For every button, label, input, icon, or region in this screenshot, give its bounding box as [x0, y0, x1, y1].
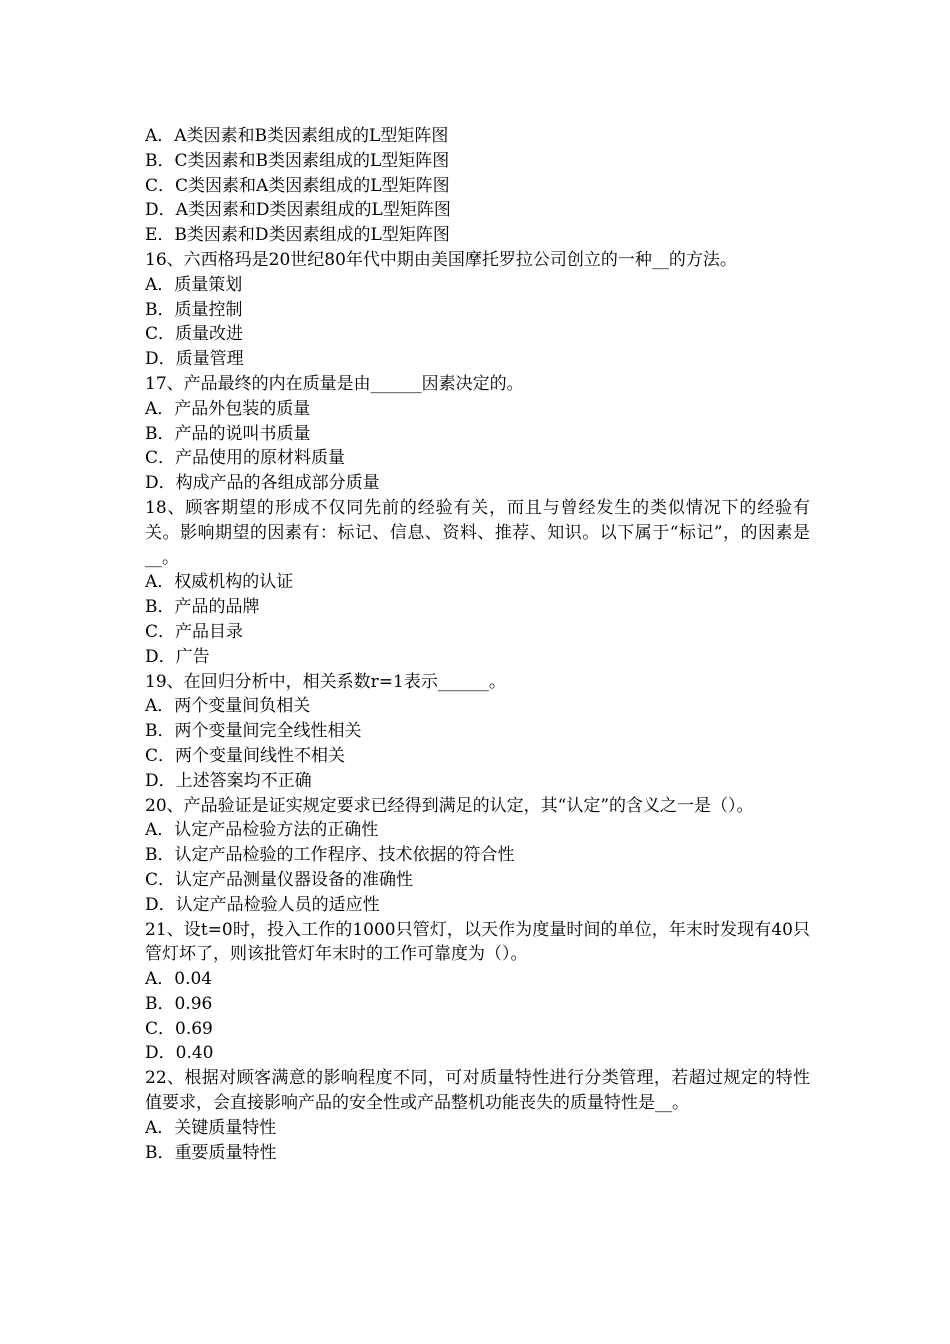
answer-option: B．认定产品检验的工作程序、技术依据的符合性 — [145, 845, 515, 866]
answer-option: B．产品的说叫书质量 — [145, 423, 311, 444]
question-text: 16、六西格玛是20世纪80年代中期由美国摩托罗拉公司创立的一种__的方法。 — [145, 249, 737, 270]
answer-option: A．关键质量特性 — [145, 1117, 277, 1138]
answer-option: A．权威机构的认证 — [145, 572, 294, 593]
document-body — [145, 124, 810, 1165]
answer-option: C．两个变量间线性不相关 — [145, 745, 346, 766]
question-text: 17、产品最终的内在质量是由______因素决定的。 — [145, 373, 524, 394]
answer-option: A．A类因素和B类因素组成的L型矩阵图 — [145, 126, 449, 146]
answer-option: C．产品目录 — [145, 621, 244, 642]
answer-option: E．B类因素和D类因素组成的L型矩阵图 — [145, 225, 450, 246]
answer-option: B．产品的品牌 — [145, 597, 260, 618]
question-text: 19、在回归分析中，相关系数r=1表示______。 — [145, 671, 506, 692]
answer-option: D．认定产品检验人员的适应性 — [145, 894, 380, 915]
answer-option: A．0.04 — [145, 969, 213, 990]
answer-option: D．广告 — [145, 646, 210, 667]
answer-option: C．C类因素和A类因素组成的L型矩阵图 — [145, 175, 450, 196]
answer-option: B．C类因素和B类因素组成的L型矩阵图 — [145, 150, 450, 171]
answer-option: C．0.69 — [145, 1018, 213, 1039]
answer-option: C．产品使用的原材料质量 — [145, 448, 346, 469]
question-text: 21、设t=0时，投入工作的1000只管灯，以天作为度量时间的单位，年末时发现有40只管灯坏了，则该批管灯年末时的工作可靠度为（）。 — [145, 919, 810, 965]
answer-option: D．A类因素和D类因素组成的L型矩阵图 — [145, 200, 451, 221]
question-text: 18、顾客期望的形成不仅同先前的经验有关，而且与曾经发生的类似情况下的经验有关。影响期望的因素有：标记、信息、资料、推荐、知识。以下属于“标记”，的因素是__。 — [145, 497, 810, 568]
answer-option: B．质量控制 — [145, 299, 243, 320]
answer-option: A．两个变量间负相关 — [145, 696, 311, 717]
answer-option: C．质量改进 — [145, 324, 244, 345]
answer-option: A．产品外包装的质量 — [145, 398, 311, 419]
answer-option: B．0.96 — [145, 993, 213, 1014]
answer-option: A．质量策划 — [145, 274, 243, 295]
answer-option: D．上述答案均不正确 — [145, 770, 312, 791]
answer-option: A．认定产品检验方法的正确性 — [145, 820, 379, 841]
question-text: 20、产品验证是证实规定要求已经得到满足的认定，其“认定”的含义之一是（）。 — [145, 795, 754, 816]
answer-option: D．质量管理 — [145, 349, 244, 370]
answer-option: B．重要质量特性 — [145, 1142, 277, 1163]
answer-option: D．构成产品的各组成部分质量 — [145, 473, 380, 494]
answer-option: B．两个变量间完全线性相关 — [145, 721, 362, 742]
answer-option: C．认定产品测量仪器设备的准确性 — [145, 869, 414, 890]
question-text: 22、根据对顾客满意的影响程度不同，可对质量特性进行分类管理，若超过规定的特性值要求，会直接影响产品的安全性或产品整机功能丧失的质量特性是__。 — [145, 1068, 810, 1114]
answer-option: D．0.40 — [145, 1043, 214, 1064]
